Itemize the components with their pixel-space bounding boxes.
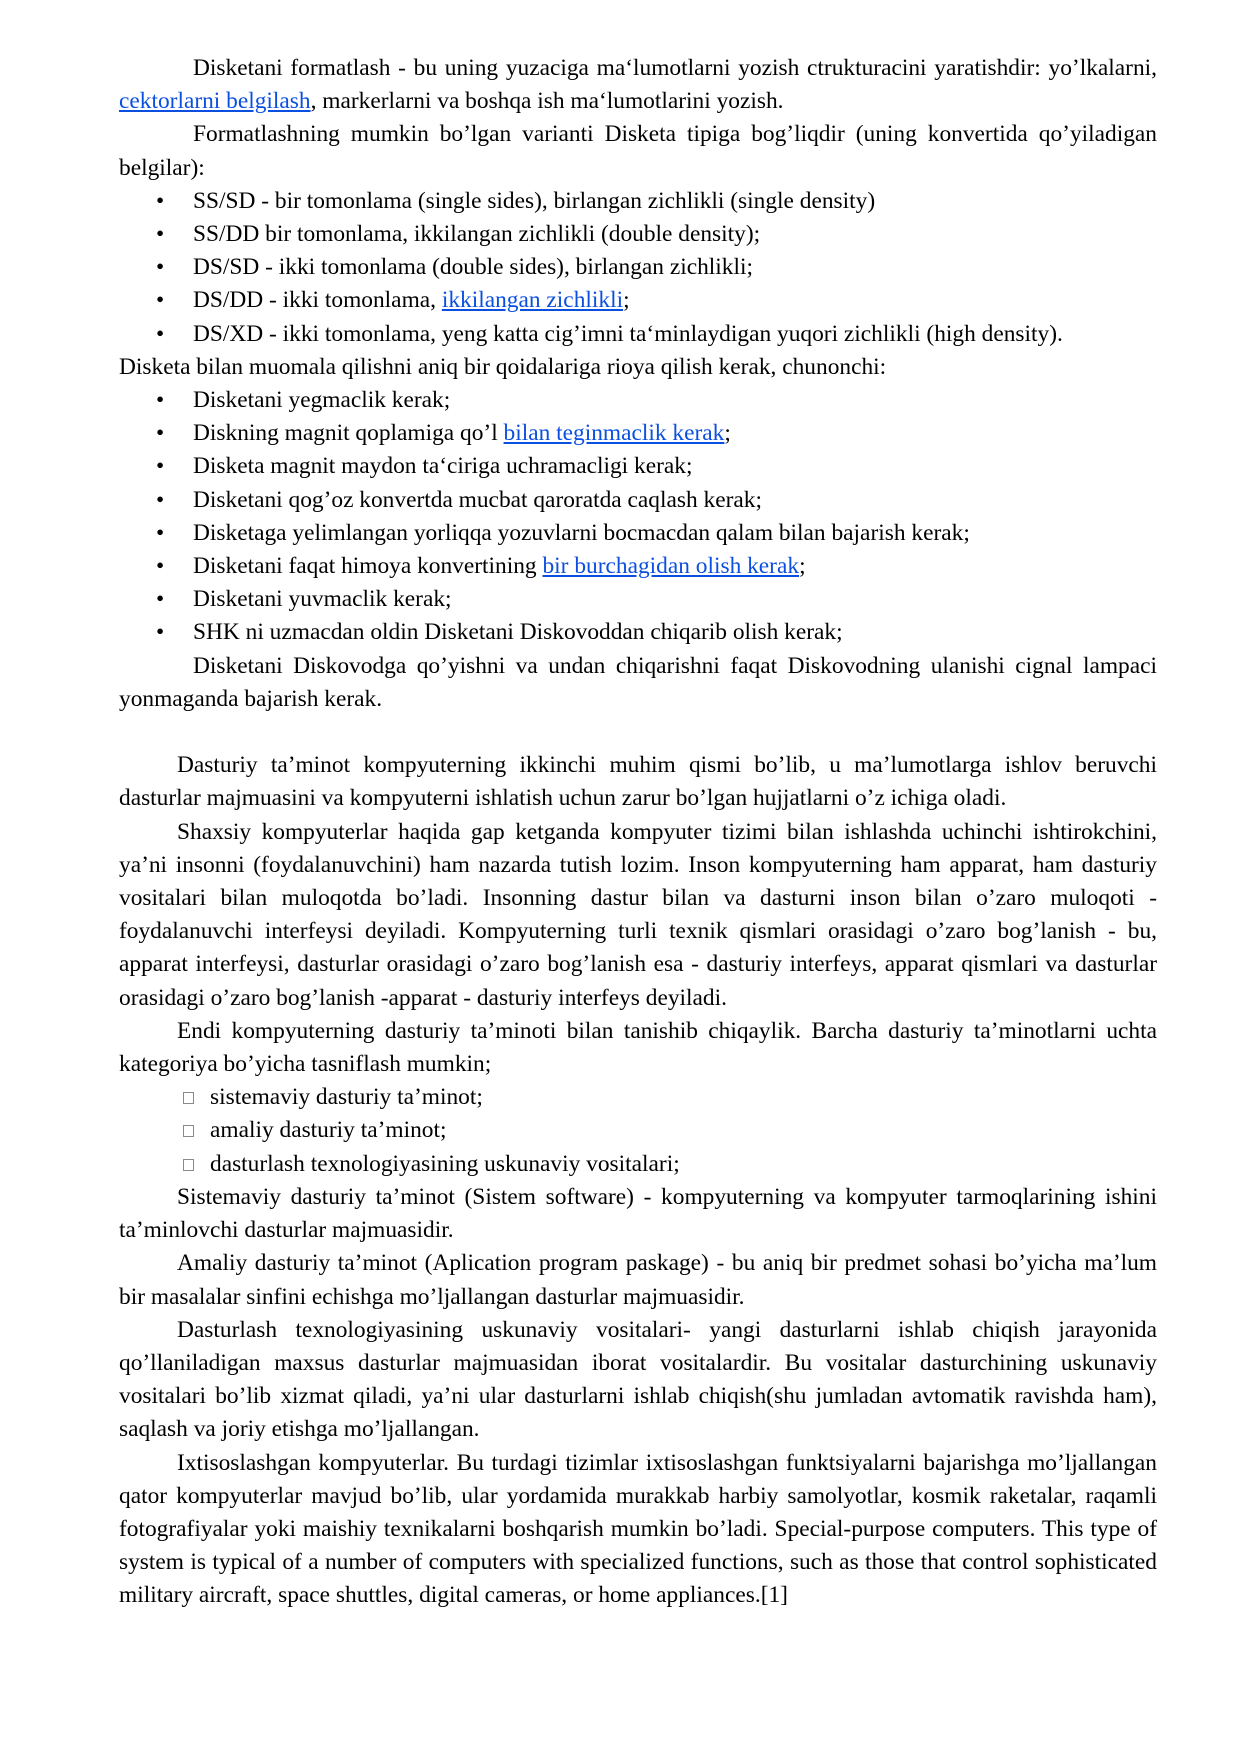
- format-list: [119, 185, 1157, 351]
- link-bir-burchagidan-olish-kerak[interactable]: bir burchagidan olish kerak: [542, 553, 800, 580]
- list-item: • SHK ni uzmacdan oldin Disketani Diskovoddan chiqarib olish kerak;: [119, 616, 1157, 649]
- programming-tools-paragraph: Dasturlash texnologiyasining uskunaviy vositalari- yangi dasturlarni ishlab chiqish jarayonida qo’llaniladigan maxsus dasturlar majmuasidan iborat vositalardir. Bu vositalar dasturchining uskunaviy vositalari bo’lib xizmat qiladi, ya’ni ular dasturlarni ishlab chiqish(shu jumladan avtomatik ravishda ham), saqlash va joriy etishga mo’ljallangan.: [119, 1316, 1157, 1443]
- application-software-paragraph: Amaliy dasturiy ta’minot (Aplication program paskage) - bu aniq bir predmet sohasi bo’yicha ma’lum bir masalalar sinfini echishga mo’ljallangan dasturlar majmuasidir.: [119, 1250, 1157, 1310]
- text-span: Disketani formatlash - bu uning yuzaciga ma‘lumotlarni yozish ctrukturacini yaratishdir: yo’lkalarni,: [193, 55, 1157, 81]
- rules-list: [119, 384, 1157, 650]
- list-item: • SS/DD bir tomonlama, ikkilangan zichlikli (double density);: [119, 218, 1157, 251]
- software-categories-list: [119, 1081, 1157, 1181]
- text-span: ;: [724, 420, 731, 447]
- list-item: • Disketani qog’oz konvertda mucbat qaroratda caqlash kerak;: [119, 484, 1157, 517]
- drive-note-paragraph: Disketani Diskovodga qo’yishni va undan chiqarishni faqat Diskovodning ulanishi cignal lampaci yonmaganda bajarish kerak.: [119, 652, 1157, 712]
- checkbox-square-icon: [183, 1092, 194, 1104]
- list-item: • Disketani yuvmaclik kerak;: [119, 583, 1157, 616]
- software-paragraph-3: Endi kompyuterning dasturiy ta’minoti bilan tanishib chiqaylik. Barcha dasturiy ta’minotlarni uchta kategoriya bo’yicha tasniflash mumkin;: [119, 1017, 1157, 1078]
- text-span: ;: [623, 287, 630, 314]
- list-item: [119, 417, 1157, 450]
- link-bilan-teginmaclik-kerak[interactable]: bilan teginmaclik kerak: [503, 420, 725, 447]
- list-item: • Disketa magnit maydon ta‘ciriga uchramacligi kerak;: [119, 450, 1157, 483]
- text-span: amaliy dasturiy ta’minot;: [210, 1117, 447, 1144]
- link-cektorlarni-belgilash[interactable]: cektorlarni belgilash: [119, 88, 311, 115]
- software-paragraph-1: Dasturiy ta’minot kompyuterning ikkinchi muhim qismi bo’lib, u ma’lumotlarga ishlov beruvchi dasturlar majmuasini va kompyuterni ishlatish uchun zarur bo’lgan hujjatlarni o’z ichiga oladi.: [119, 752, 1157, 812]
- list-item: [119, 550, 1157, 583]
- list-item: [119, 1081, 1157, 1114]
- text-span: , markerlarni va boshqa ish ma‘lumotlarini yozish.: [310, 88, 784, 115]
- list-item: • DS/XD - ikki tomonlama, yeng katta cig’imni ta‘minlaydigan yuqori zichlikli (high density).: [119, 318, 1157, 351]
- checkbox-square-icon: [183, 1125, 194, 1137]
- list-item: [119, 1148, 1157, 1181]
- checkbox-square-icon: [183, 1159, 194, 1171]
- list-item: • DS/SD - ikki tomonlama (double sides), birlangan zichlikli;: [119, 251, 1157, 284]
- system-software-paragraph: Sistemaviy dasturiy ta’minot (Sistem software) - kompyuterning va kompyuter tarmoqlarining ishini ta’minlovchi dasturlar majmuasidir.: [119, 1183, 1157, 1244]
- text-span: Disketani faqat himoya konvertining: [193, 553, 543, 580]
- document-page: [119, 52, 1157, 1613]
- text-span: DS/DD - ikki tomonlama,: [193, 287, 442, 314]
- software-paragraph-2: Shaxsiy kompyuterlar haqida gap ketganda kompyuter tizimi bilan ishlashda uchinchi ishtirokchini, ya’ni insonni (foydalanuvchini) ham nazarda tutish lozim. Inson kompyuterning ham apparat, ham dasturiy vositalari bilan muloqotda bo’ladi. Insonning dastur bilan va dasturni inson bilan o’zaro muloqoti - foydalanuvchi interfeysi deyiladi. Kompyuterning turli texnik qismlari orasidagi o’zaro bog’lanish - bu, apparat interfeysi, dasturlar orasidagi o’zaro bog’lanish esa - dasturiy interfeys, apparat qismlari va dasturlar orasidagi o’zaro bog’lanish -apparat - dasturiy interfeys deyiladi.: [119, 818, 1157, 1011]
- text-span: Diskning magnit qoplamiga qo’l: [193, 420, 504, 447]
- list-item: • Disketani yegmaclik kerak;: [119, 384, 1157, 417]
- list-item: [119, 1114, 1157, 1147]
- special-computers-paragraph: Ixtisoslashgan kompyuterlar. Bu turdagi tizimlar ixtisoslashgan funktsiyalarni bajarishga mo’ljallangan qator kompyuterlar mavjud bo’lib, ular yordamida murakkab harbiy samolyotlar, kosmik raketalar, raqamli fotografiyalar yoki maishiy texnikalarni boshqarish mumkin bo’ladi. Special-purpose computers. This type of system is typical of a number of computers with specialized functions, such as those that control sophisticated military aircraft, space shuttles, digital cameras, or home appliances.[1]: [119, 1449, 1157, 1609]
- list-item: [119, 284, 1157, 317]
- text-span: ;: [799, 553, 806, 580]
- link-ikkilangan-zichlikli[interactable]: ikkilangan zichlikli: [441, 287, 624, 314]
- blank-line: [119, 716, 1157, 749]
- list-item: • Disketaga yelimlangan yorliqqa yozuvlarni bocmacdan qalam bilan bajarish kerak;: [119, 517, 1157, 550]
- text-span: sistemaviy dasturiy ta’minot;: [210, 1084, 483, 1111]
- rules-intro: Disketa bilan muomala qilishni aniq bir qoidalariga rioya qilish kerak, chunonchi:: [119, 353, 887, 380]
- format-variants-paragraph: Formatlashning mumkin bo’lgan varianti Disketa tipiga bog’liqdir (uning konvertida qo’yiladigan belgilar):: [119, 121, 1157, 181]
- text-span: dasturlash texnologiyasining uskunaviy vositalari;: [210, 1150, 680, 1177]
- list-item: • SS/SD - bir tomonlama (single sides), birlangan zichlikli (single density): [119, 185, 1157, 218]
- formatting-paragraph: [119, 52, 1157, 118]
